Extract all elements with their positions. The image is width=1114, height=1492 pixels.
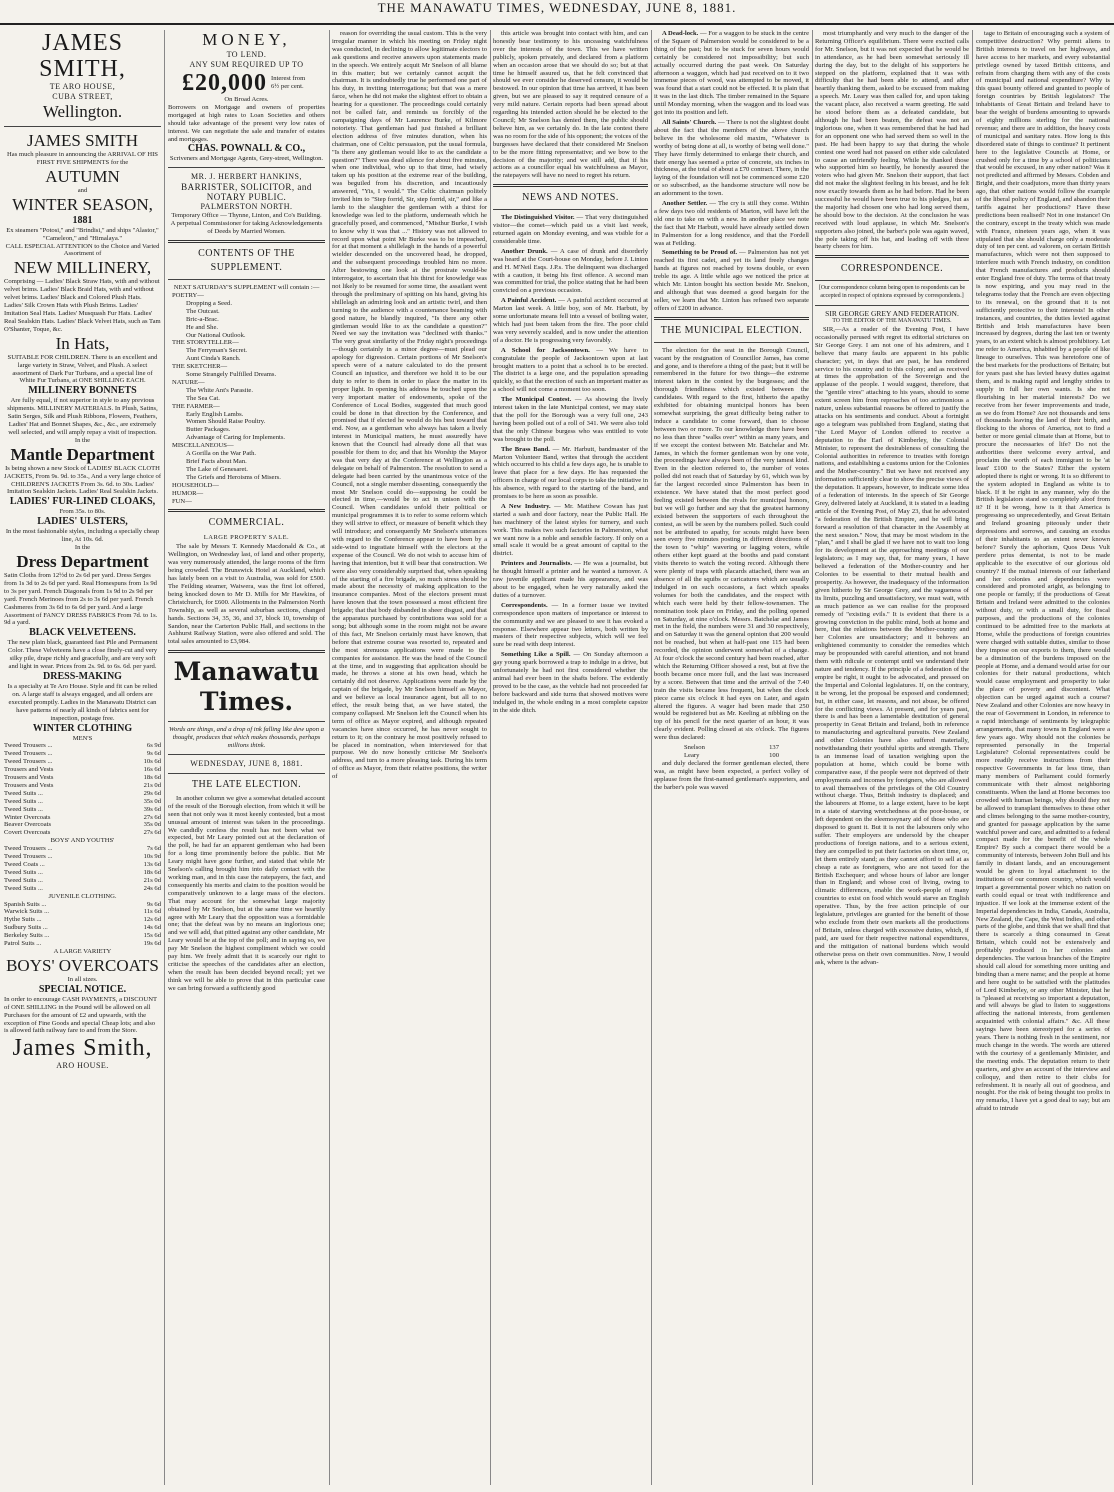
correspondence-heading: CORRESPONDENCE. xyxy=(840,263,944,275)
news-item: Another Drunk. — A case of drunk and disorderly was heard at the Court-house on Monday, before J. Linton and H. M'Neil Esqs. J.P.s. The delinquent was discharged with a caution, it being his first offence. A second man was committed for trial, the police stating that he had been convicted on a previous occasion. xyxy=(493,247,648,295)
contents-item: Advantage of Caring for Implements. xyxy=(186,434,286,442)
news-item-body: As showing the lively interest taken in the late Municipal contest, we may state that the poll for the Borough was a very full one, 243 having been polled out of a roll of 341. We were also told that the only Chinese burgess who was entitled to vote was brought to the poll. xyxy=(493,396,648,443)
column-divider xyxy=(490,30,491,1485)
price-item: Tweed Suits ... xyxy=(4,876,43,884)
news-item-body: That very distinguished visitor—the comet—which paid us a visit last week, returned again on Monday evening, and was visible for a considerable time. xyxy=(493,214,648,245)
column-divider xyxy=(651,30,652,1485)
money-ad xyxy=(168,30,325,163)
news-item: A Painful Accident. — A painful accident occurred at Marton last week. A little boy, son of Mr. Harbutt, by some unfortunate means fell into a vessel of boiling water, which had just been taken from the fire. The poor child was very severely scalded, and is now under the attention of a doctor. He is progressing very favorably. xyxy=(493,297,648,344)
contents-item: Brief Facts about Man. xyxy=(186,458,247,465)
ad-winter-clothing: WINTER CLOTHING xyxy=(32,722,133,734)
price-value: 15s 6d xyxy=(143,932,161,940)
ad-cloaks-text: From 35s. to 80s. xyxy=(59,508,106,516)
ad-dressmaking: DRESS-MAKING xyxy=(43,670,122,682)
price-item: Winter Overcoats xyxy=(4,813,51,821)
divider xyxy=(168,650,325,653)
commercial-text: The sale by Messrs T. Kennedy Macdonald & Co., at Wellington, on Wednesday last, of land and other property, was very numerously attended, the large rooms of the firm being crowded. The Brunswick Hotel at Auckland, which has lately been on a visit to Australia, was sold for £500. The Feilding steamer, Waiwera, was the first lot offered, being knocked down to Mr D. Mills for Mr Hawkins, of Christchurch, for £600. Allotments in the Palmerston North Township, as well as several suburban sections, changed hands. Sections 34, 35, 36, and 37, block 10, township of Sandon, near the Carterton Public Hall, and sections in the Ashhurst Railway Station, were also offered and sold. The total sales amounted to £3,984. xyxy=(168,543,325,646)
ad-city: Wellington. xyxy=(42,102,123,121)
divider xyxy=(168,773,325,774)
price-item: Trousers and Vests xyxy=(4,766,54,774)
news-item: Something Like a Spill. — On Sunday afternoon a gay young spark borrowed a trap to indulge in a drive, but unfortunately he had not first considered whether the animal had ever been in the shafts before. The evidently proved to be the case, as the vehicle had not proceeded far before backward and side turns that showed motives were indulged in, the whole ending in a most complete capsize in the side ditch. xyxy=(493,651,648,714)
ad-juvenile-sub: JUVENILE CLOTHING. xyxy=(48,892,117,900)
price-value: 27s 6d xyxy=(143,829,161,837)
price-value: 18s 6d xyxy=(143,868,161,876)
price-row xyxy=(4,908,161,916)
ad-winter: WINTER SEASON, xyxy=(12,194,153,214)
price-item: Covert Overcoats xyxy=(4,829,51,837)
clothing-price-list xyxy=(4,742,161,837)
news-item-heading: A School for Jacksontown. xyxy=(501,346,590,354)
ad-footer-name: James Smith, xyxy=(12,1035,153,1062)
price-row xyxy=(4,806,161,814)
price-row xyxy=(4,861,161,869)
james-smith-ad xyxy=(4,30,161,1071)
news-item-body: Mr. Matthew Cowan has just started a sash and door factory, near the Public Hall. He has machinery of the latest styles for turnery, and such work. This makes two such factories in Palmerston, what we want now is a noble and sensible factory. If only on a small scale it would be a great amount of capital to the district. xyxy=(493,502,648,558)
ad-velveteens-text: The new plain black, guaranteed fast Pile and Permanent Color. These Velveteens have a close finely-cut and very silky pile, drape richly and gracefully, and are very soft and light in wear. Prices from 2s. 9d. to 6s. 6d. per yard. xyxy=(7,639,158,671)
divider xyxy=(168,754,325,755)
news-item-heading: A Painful Accident. xyxy=(501,297,557,305)
price-row xyxy=(4,766,161,774)
contents-item: Some Strangely Fulfilled Dreams. xyxy=(186,371,277,379)
money-security: On Broad Acres. xyxy=(224,96,269,103)
price-item: Spanish Suits ... xyxy=(4,900,47,908)
news-items xyxy=(493,214,648,714)
price-value: 9s 6d xyxy=(146,900,161,908)
price-item: Tweed Trousers ... xyxy=(4,742,53,750)
letter-to: TO THE EDITOR OF THE MANAWATU TIMES. xyxy=(832,318,952,325)
divider xyxy=(168,721,325,722)
news-item: The Brass Band. — Mr. Harbutt, bandmaster of the Marton Volunteer Band, writes that through the accident which occurred to his child a few days ago, he is unable to leave that place for a few days. He has requested the officers in charge of our local corps to take the initiative in his absence, with regard to the starting of the band, and promises to be here as soon as possible. xyxy=(493,445,648,501)
commercial-heading: COMMERCIAL. xyxy=(208,517,285,529)
column-divider xyxy=(972,30,973,1485)
municipal-text: The election for the seat in the Borough Council, vacant by the resignation of Councillor James, has come and gone, and is therefore a thing of the past; but it will be remembered in the future for two things—the extreme interest taken in the contest by the burgesses; and the thorough friendliness which existed between the candidates. With regard to the first, hitherto the apathy exhibited for obtaining municipal honors has been somewhat surprising, the great difficulty being rather to induce a candidate to come forward, than to choose between two or more. To our knowledge there have been no less than three "walks over" within as many years, and if we except the contest between Mr. Batchelar and Mr. James, in which the former gentleman won by one vote, the proceedings have always been of the very tamest kind. Even in the election referred to, the number of votes polled did not reach that of Saturday by 61, which was by far the largest recorded since Palmerston has been in existence. We have stated that the most perfect good feeling existed between the rivals for municipal honors, but we will go further and say that the greatest harmony existed between the supporters of each throughout the contest, as will be seen by the numbers polled. Such could not be attributed to apathy, for scouts might have been seen every five minutes posting in different directions of the town to "whip" wavering or lagging voters, while others either kept guard at the booths and paid constant visits thereto to watch the voting record. Although there were plenty of traps with placards attached, there was an absence of all the squibs or caricatures which are usually indulged in on such occasions, a fact which speaks volumes for both the candidates, and the respect with which each were held by their fellow-townsmen. The nomination took place on Friday, and the polling opened on Saturday, at nine o'clock. Messrs. Batchelar and James met in the field, the numbers were 31 and 30 respectively, and on Saturday it was the general opinion that 200 would not be reached, but when at half-past one 115 had been recorded, the opinion underwent somewhat of a change. At four o'clock the second century had been reached, after which the Returning Officer showed a rest, but at five the booth became once more full, and the last was increased by a score. Between that time and the arrival of the 7.40 train the visits became less frequent, but when the clock piece came six o'clock it had eyes on Later, and again altered the figures. A wager had been made that 250 would be registered but as Mr. Keeling at nibbling on the top of his pencil for the next quarter of an hour, it was clearly evident. Polling closed at six o'clock. The figures were thus declared: xyxy=(654,346,809,742)
news-item-body: A painful accident occurred at Marton last week. A little boy, son of Mr. Harbutt, by some unfortunate means fell into a vessel of boiling water, which had just been taken from the fire. The poor child was very severely scalded, and is now under the attention of a doctor. He is progressing very favorably. xyxy=(493,297,648,344)
lawyer-office: Temporary Office — Thynne, Linton, and Co's Building. xyxy=(171,212,322,220)
boys-price-list xyxy=(4,845,161,892)
money-firm-sub: Scriveners and Mortgage Agents, Grey-street, Wellington. xyxy=(169,155,324,163)
paper-title: Manawatu Times. xyxy=(173,657,320,717)
paper-date: WEDNESDAY, JUNE 8, 1881. xyxy=(190,758,303,768)
price-row xyxy=(4,901,161,909)
editorial-end: this article was brought into contact with him, and can honestly bear testimony to his unceasing watchfulness over the interests of the town. This we have written publicly, spoken privately, and declared from a platform when an occasion arose that we should do so; but at that time he himself assured us, that he felt convinced that should we ever consider he deserved censure, it would be bestowed. In our opinion that time has arrived, it has been given, but we are pleased to say it required censure of a very mild nature. Certain reports had been spread about regarding his intended action should he be elected to the Council; Mr Snelson has denied them, the public should believe him, as we certainly do. In the late contest there was no room for the side of his opponent; the voices of the burgesses have declared that their considered Mr Snelson to be the more fitting representative; and we bow to the decision of the majority; and we still add, that if his actions as a councillor equal his watchfulness as Mayor, the ratepayers will have no need to regret his return. xyxy=(493,30,648,180)
column-7 xyxy=(976,30,1110,1485)
news-item-body: Mr. Harbutt, bandmaster of the Marton Volunteer Band, writes that through the accident which occurred to his child a few days ago, he is unable to leave that place for a few days. He has requested the officers in charge of our local corps to take the initiative in his absence, with regard to the starting of the band, and promises to be here as soon as possible. xyxy=(493,445,648,501)
ad-boys-sub: BOYS' AND YOUTHS' xyxy=(50,837,115,845)
contents-item: FUN— xyxy=(172,497,192,505)
price-row xyxy=(4,940,161,948)
news-items-continued xyxy=(654,30,809,313)
ad-in-hats: In Hats, xyxy=(55,333,110,353)
ad-variety: A LARGE VARIETY xyxy=(53,947,112,955)
price-value: 16s 6d xyxy=(143,766,161,774)
ad-ulsters-text: In the most fashionable styles, including a specially cheap line, At 10s. 6d. xyxy=(5,528,160,544)
divider xyxy=(168,240,325,243)
ad-mantle-text: Is being shown a new Stock of LADIES' BLACK CLOTH JACKETS, From 9s. 9d. to 35s., And a very large choice of CHILDREN'S JACKETS From 3s. 6d. to 30s. Ladies' Imitation Sealskin Jackets. Ladies' Real Sealskin Jackets. xyxy=(4,464,161,496)
price-value: 14s 6d xyxy=(143,924,161,932)
ad-dress-text: Satin Cloths from 12½d to 2s 6d per yard. Dress Serges from 1s 3d to 2s 6d per yard. Real Homespuns from 1s 9d to 3s per yard. French Diagonals from 1s 9d to 2s 9d per yard. French Merinoes from 2s to 3s 6d per yard. French Cashmeres from 3s 6d to 6s 6d per yard. And a large Assortment of FANCY DRESS FABRICS From 7d. to 1s. 9d a yard. xyxy=(4,572,158,627)
lawyer-commissioner: A perpetual Commissioner for taking Acknowledgements of Deeds by Married Women. xyxy=(170,220,323,236)
column-5 xyxy=(654,30,809,1485)
contents-item: Early English Lambs. xyxy=(186,410,244,418)
money-to-lend: TO LEND. xyxy=(226,50,267,59)
news-item: Printers and Journalists. — He was a journalist, but he thought himself a printer and he wanted a turnover. A raw juvenile applicant made his appearance, and was about to be engaged, when he very naturally asked the duties of a turnover. xyxy=(493,560,648,599)
price-value: 7s 6d xyxy=(146,845,161,853)
contents-item: The White Ant's Parasite. xyxy=(186,386,253,394)
editorial-continuation: reason for overriding the usual custom. This is the very irregular manner in which his meeting on Friday night was conducted, in declining to allow legitimate electors to ask questions and receive answers upon statements made in the speech. We entirely acquit Mr Snelson of all blame in this matter; but we certainly cannot acquit the chairman. It is undoubtedly true he performed one part of his duty, in inviting interrogations; but that was a mere farce, when he did not make the slightest effort to obtain a hearing for a questioner. The proceedings could certainly not be called fair, and reminds us forcibly of the campaigning days of Mr Laurence Burke, of Kilmore notoriety. That gentleman had just finished a brilliant election address of five minutes duration, when his chairman, one of Celtic persuasion, put the usual formula, "Is there any gintleman would like to ax the candidate a question?" There was dead silence for about five minutes, when one individual, who up to that time, had wisely taken up his position at the extreme rear of the building, was beguiled from his discretion, and incautiously answered, "Yis, I would." The Celtic chairman politely invited him to "Step forrid, Sir, step forrid, sir," and like a lamb to the slaughter the gentleman with a thirst for knowledge was led to the platform, underneath which he gracefully posed, and commenced, "Misthur Burke, I wish to know why it was that ..." History was not allowed to record upon what point Mr Burke was to be impeached, for at that moment a shillelagh in the hands of a powerful wielder descended on the uncovered head, he dropped, and the subsequent proceedings troubled him no more. After bestowing one look at the prostrate would-be interrogator, to ascertain that his thirst for knowledge was not likely to be resumed for some time, the assailant went through the preliminary of spitting on his hand, giving his shillelagh an admiring look and an artistic twirl, and then turning to the audience with a countenance beaming with good nature, he blandly inquired, "Is there any other gintleman would like to ax the candidate a question?" Need we say the invitation was "declined with thanks." The very great similarity of the Friday night's proceedings—though certainly in a minor degree—must plead our apology for digression. Certain portions of Mr Snelson's speech were of a nature calculated to do the present Council an injustice, and therefore we hold it to be our duty to refer to them in order to place the matter in its proper light. In opening his address he touched upon the very important matter of endowments, spoke of the Conference of Local Bodies, suggested that much good could be done in that direction by the Conference, and promised that if elected he would do his best toward that end. Now, as a gentleman who always has taken a lively interest in Municipal matters, he must assuredly have known that the Council had already done all that was possible for them to do; and that his Worship the Mayor was that very day at the Conference at Wellington as a delegate on behalf of Palmerston. The resolution to send a delegate had been carried by the unanimous voice of the Council, not a single member dissenting, consequently the most Mr Snelson could do—supposing he could be elected in time,—would be to act in unison with the Council. When candidates unfold their political or municipal programmes it is to refer to some reform which they will strive to effect, or measure of benefit which they will introduce; and consequently Mr Snelson's utterances with regard to the Conference appear to have been by a side-wind to ingratiate himself with the electors at the expense of the Council. We do not wish to accuse him of having that intention, but it will bear that construction. We were also very considerably surprised that, when speaking of the starting of a fire brigade, so much stress should be made about the necessity of making application to the insurance companies. Most of the electors present must have known that the town possessed a most efficient fire brigade; that that body disbanded in sheer disgust, and that the apparatus purchased by contributions was sold for a song; but although some in the room might not be aware of this fact, Mr Snelson certainly must have known, that before that extreme course was resorted to, repeated and the most strenuous applications were made to the companies for assistance. He was the head of the Council at the time, and in suggesting that application should be made, he throws a stone at his own head, which he certainly did not deserve. Applications were made by the captain of the brigade, by Mr Snelson himself as Mayor, and we believe as local insurance agent, but all to no effect, the result being that, as we have stated, the company collapsed. Mr Snelson left the Council when his term of office as Mayor expired, and although repeated vacancies have since occurred, he has never sought to return to it; on the contrary he most positively refused to be placed in nomination, when interviewed for that purpose. We do now honestly criticise Mr Snelson's address, and turn to a more pleasing task. During his term of office as Mayor, from their relative positions, the writer of xyxy=(332,30,487,781)
price-item: Tweed Suits ... xyxy=(4,797,43,805)
ad-attention: CALL ESPECIAL ATTENTION to the Choice and Varied Assortment of xyxy=(5,242,160,258)
price-row xyxy=(4,782,161,790)
news-item-body: In a former issue we invited correspondence upon matters of importance or interest to the community and we are pleased to see it has evoked a response. Elsewhere appear two letters, both written by masters of their respective subjects, which will we feel sure be read with deep interest. xyxy=(493,601,648,649)
price-value: 24s 6d xyxy=(143,884,161,892)
contents-item: He and She. xyxy=(186,323,219,331)
news-item: The Municipal Contest. — As showing the lively interest taken in the late Municipal contest, we may state that the poll for the Borough was a very full one, 243 having been polled out of a roll of 341. We were also told that the only Chinese burgess who was entitled to vote was brought to the poll. xyxy=(493,396,648,443)
price-item: Tweed Coats ... xyxy=(4,861,45,868)
ad-boys-overcoats: BOYS' OVERCOATS xyxy=(6,955,159,975)
price-value: 6s 9d xyxy=(146,742,161,750)
price-row xyxy=(4,885,161,893)
poll-result-row xyxy=(654,744,809,752)
price-value: 21s 0d xyxy=(143,781,161,789)
ad-street: CUBA STREET, xyxy=(52,92,113,101)
price-value: 10s 6d xyxy=(143,758,161,766)
ad-overcoats-sub: In all sizes. xyxy=(67,975,98,983)
contents-heading: CONTENTS OF THE SUPPLEMENT. xyxy=(198,248,295,274)
news-item-heading: Correspondents. xyxy=(501,601,548,609)
news-item-body: For a waggon to be stuck in the centre of the Square of Palmerston would be considered to be a thing of the past; but to be stuck for seven hours would certainly be considered not impossibility; but such actually occurred during the past week. On Saturday afternoon a waggon, which had just received on to it two immense pieces of wood, was attempted to be moved, it was found that a start could not be effected. It is plain that it was in the last ditch. The timber remained in the Square until Monday morning, when the waggon and its load was got into its position and left. xyxy=(654,30,809,117)
ad-year: 1881 xyxy=(72,214,93,226)
contents-item: Aunt Cinda's Ranch. xyxy=(186,355,241,363)
price-row xyxy=(4,829,161,837)
price-value: 9s 6d xyxy=(146,750,161,758)
money-interest: Interest from 6½ per cent. xyxy=(271,75,306,90)
price-row xyxy=(4,758,161,766)
juvenile-price-list xyxy=(4,901,161,948)
price-item: Tweed Trousers ... xyxy=(4,853,53,861)
price-item: Beaver Overcoats xyxy=(4,821,52,829)
news-item: A School for Jacksontown. — We have to congratulate the people of Jacksontown upon at last brought matters to a point that a school is to be erected. The district is a large one, and the population spreading quickly, so that the erection of such an important matter as a school will not come a moment too soon. xyxy=(493,346,648,394)
lawyer-town: PALMERSTON NORTH. xyxy=(200,202,293,212)
ad-name-2: JAMES SMITH xyxy=(27,131,138,150)
ad-footer-house: ARO HOUSE. xyxy=(56,1061,109,1071)
money-any-sum: ANY SUM REQUIRED UP TO xyxy=(189,60,304,69)
news-item-body: Palmerston has not yet reached its first cadet, and yet its land freely changes hands at figures not reached by towns double, or even treble its age. A little while ago we noticed the price at which Mr. Linton bought his section beside Mr. Snelson, and although that was deemed a good bargain for the seller, we learn that Mr. Linton has refused two separate offers of £200 in advance. xyxy=(654,249,809,312)
divider xyxy=(4,126,161,127)
contents-item: Dropping a Seed. xyxy=(186,299,232,307)
money-amount: £20,000 xyxy=(182,70,267,96)
ad-special-notice: SPECIAL NOTICE. xyxy=(38,983,127,995)
column-divider xyxy=(329,30,330,1485)
news-item-heading: Another Settler. xyxy=(662,200,708,208)
contents-item: Our National Outlook. xyxy=(186,331,246,339)
price-item: Tweed Trousers ... xyxy=(4,750,53,758)
contents-item: THE STORYTELLER— xyxy=(172,339,239,347)
price-item: Tweed Suits ... xyxy=(4,884,43,892)
price-item: Patrol Suits ... xyxy=(4,940,42,948)
contents-intro: NEXT SATURDAY'S SUPPLEMENT will contain :— xyxy=(173,284,320,292)
price-item: Hythe Suits ... xyxy=(4,916,42,924)
news-item: Another Settler. — The cry is still they come. Within a few days two old residents of Marton, will have left the old one to take on with a new. In another place we note the fact that Mr Harbutt, would have already settled down in Palmerston for a long residence, and that the Fordell was at Feilding. xyxy=(654,200,809,247)
price-value: 35s 0d xyxy=(143,797,161,805)
news-item-heading: Another Drunk. xyxy=(501,247,548,255)
money-heading: MONEY, xyxy=(202,30,291,49)
contents-item: The Sea Cat. xyxy=(186,394,220,402)
price-value: 18s 6d xyxy=(143,774,161,782)
news-item-heading: The Brass Band. xyxy=(501,445,550,453)
correspondence-note: [Our correspondence column being open to respondents can be accepted in respect of opinions expressed by correspondents.] xyxy=(818,285,966,300)
column-4 xyxy=(493,30,648,1485)
price-row xyxy=(4,774,161,782)
contents-item: The Griefs and Heroisms of Misers. xyxy=(186,473,281,481)
ad-clothing-sub: MEN'S xyxy=(72,734,93,742)
price-row xyxy=(4,742,161,750)
news-item: Correspondents. — In a former issue we invited correspondence upon matters of importance or interest to the community and we are pleased to see it has evoked a response. Elsewhere appear two letters, both written by masters of their respective subjects, which will we feel sure be read with deep interest. xyxy=(493,601,648,649)
news-item-body: He was a journalist, but he thought himself a printer and he wanted a turnover. A raw juvenile applicant made his appearance, and was about to be engaged, when he very naturally asked the duties of a turnover. xyxy=(493,560,648,599)
municipal-heading: THE MUNICIPAL ELECTION. xyxy=(660,324,803,336)
ad-cloaks: LADIES' FUR-LINED CLOAKS, xyxy=(9,496,156,508)
price-value: 10s 9d xyxy=(143,853,161,861)
contents-item: The Outcast. xyxy=(186,307,220,315)
column-2 xyxy=(168,30,325,1485)
ad-dress-department: Dress Department xyxy=(16,552,149,571)
contents-item: MISCELLANEOUS— xyxy=(172,442,234,450)
money-text: Borrowers on Mortgage and owners of properties mortgaged at high rates to Loan Societies and others should take advantage of the present very low rates of interest. We can negotiate the sale and transfer of estates and mortgages. xyxy=(168,103,325,143)
election-heading: THE LATE ELECTION. xyxy=(191,778,302,790)
election-text: In another column we give a somewhat detailed account of the result of the Borough election, from which it will be seen that not only was it most keenly contested, but a most unusual amount of interest was taken in the proceedings. We candidly confess the result has not been what we expected, but Mr Leary pointed out at the declaration of the poll, he had far an apparent gentleman who had been for a long time prominently before the public. But Mr Leary might have gone further, and stated that while Mr Snelson's calling brought him into daily contact with the working man, and in this case the ratepayers, the fact, and consequently his merits and claim to the position would be comparatively unknown to a large mass of the electors. That may account for the somewhat large majority obtained by Mr Snelson, but at the same time we heartily agree with Mr Leary that the opposition was a formidable one; that the defeat was by no means an inglorious one; and we will add, that pitted against any other candidate, Mr Leary would be at the top of the poll; and in saying so, we pay Mr Snelson the highest compliment which we could pay him. We freely admit that it is scarcely our right to criticise the speeches of the candidates after an election, when the result has been decided beyond recall; yet we think we will be able to prove that in this particular case we can bring forward a sufficiently good xyxy=(168,794,325,992)
ad-bonnets: MILLINERY BONNETS xyxy=(28,385,137,397)
money-firm: CHAS. POWNALL & CO., xyxy=(187,143,306,155)
divider xyxy=(815,255,969,258)
divider xyxy=(168,279,325,280)
lawyer-ad xyxy=(168,172,325,236)
ad-bonnets-text: Are fully equal, if not superior in style to any previous shipments. MILLINERY MATERIALS. In Plush, Satins, Satin Serges, Silk and Plush Ribbons, Flowers, Feathers, Ladies' Hat and Bonnet Shapes, &c., &c., are extremely well selected, and will amply repay a visit of inspection. xyxy=(7,397,158,436)
contents-item: Bric-a-Brac. xyxy=(186,315,219,323)
poll-result-row xyxy=(654,752,809,760)
ad-mantle-department: Mantle Department xyxy=(10,444,155,464)
lawyer-title: BARRISTER, SOLICITOR, and NOTARY PUBLIC. xyxy=(181,182,312,203)
column-divider xyxy=(812,30,813,1485)
price-item: Trousers and Vests xyxy=(4,774,54,782)
price-row xyxy=(4,869,161,877)
price-value: 29s 6d xyxy=(143,789,161,797)
price-row xyxy=(4,853,161,861)
poll-votes: 100 xyxy=(769,751,779,759)
ad-steamers: Ex steamers "Potosi," and "Brindisi," and ships "Alastor," "Cameleon," and "Himalaya." xyxy=(6,226,159,242)
price-item: Tweed Suits ... xyxy=(4,789,43,797)
ad-announcement: Has much pleasure in announcing the ARRIVAL OF HIS FIRST FIVE SHIPMENTS for the xyxy=(7,151,158,166)
price-row xyxy=(4,877,161,885)
news-item: A New Industry. — Mr. Matthew Cowan has just started a sash and door factory, near the Public Hall. He has machinery of the latest styles for turnery, and such work. This makes two such factories in Palmerston, what we want now is a noble and sensible factory. If only on a small scale it would be a great amount of capital to the district. xyxy=(493,502,648,558)
poll-votes: 137 xyxy=(769,744,779,752)
news-item: All Saints' Church. — There is not the slightest doubt about the fact that the members of the above church believe in the wholesome old maxim, "Whatever is worthy of being done at all, is worthy of being well done." They have firmly determined to enlarge their church, and their energy has seemed a prize of concrete, six inches in thickness, at the total of about a £70 contract. There, in the laying of the foundation will not be commenced some £20 or so subscribed, as the handsome structure will now be an adornment to the town. xyxy=(654,118,809,198)
price-value: 21s 0d xyxy=(143,876,161,884)
price-row xyxy=(4,916,161,924)
masthead-rule xyxy=(0,23,1114,25)
divider xyxy=(654,342,809,343)
price-item: Sudbury Suits ... xyxy=(4,924,48,932)
price-value: 27s 6d xyxy=(143,813,161,821)
lawyer-name: MR. J. HERBERT HANKINS, xyxy=(191,172,302,182)
news-item-heading: Something Like a Spill. xyxy=(501,651,571,659)
divider xyxy=(168,509,325,512)
price-value: 13s 6d xyxy=(143,861,161,868)
ad-special-text: In order to encourage CASH PAYMENTS, a DISCOUNT of ONE SHILLING in the Pound will be allowed on all Purchases for the amount of £2 and upwards, with the exception of Fine Goods and special Cheap lots; and also is allowed faith railway fare to and from the Store. xyxy=(4,995,157,1035)
news-item: A Dead-lock. — For a waggon to be stuck in the centre of the Square of Palmerston would be considered to be a thing of the past; but to be stuck for seven hours would certainly be considered not impossibility; but such actually occurred during the past week. On Saturday afternoon a waggon, which had just received on to it two immense pieces of wood, was attempted to be moved, it was found that a start could not be effected. It is plain that it was in the last ditch. The timber remained in the Square until Monday morning, when the waggon and its load was got into its position and left. xyxy=(654,30,809,117)
column-6 xyxy=(815,30,969,1485)
news-item-heading: All Saints' Church. xyxy=(662,118,717,126)
municipal-text-2: and duly declared the former gentleman elected, there was, as might have been expected, a perfect volley of applause from the first-named gentleman's supporters, and the barber's pole was waved xyxy=(654,759,809,791)
news-item-body: On Sunday afternoon a gay young spark borrowed a trap to indulge in a drive, but unfortunately he had not first considered whether the animal had ever been in the shafts before. The evidently proved to be the case, as the vehicle had not proceeded far before backward and side turns that showed motives were indulged in, the whole ending in a most complete capsize in the side ditch. xyxy=(493,651,648,714)
news-item-body: The cry is still they come. Within a few days two old residents of Marton, will have left the old one to take on with a new. In another place we note the fact that Mr Harbutt, would have already settled down in Palmerston for a long residence, and that the Fordell was at Feilding. xyxy=(654,200,809,247)
news-heading: NEWS AND NOTES. xyxy=(522,192,619,204)
price-row xyxy=(4,798,161,806)
divider xyxy=(654,317,809,320)
ad-hats-text: SUITABLE FOR CHILDREN. There is an excellent and large variety in Straw, Velvet, and Plush. A select assortment of Dark Fur Turbans, and a special line of White Fur Turbans, at ONE SHILLING EACH. xyxy=(7,353,158,385)
news-item-body: A case of drunk and disorderly was heard at the Court-house on Monday, before J. Linton and H. M'Neil Esqs. J.P.s. The delinquent was discharged with a caution, it being his first offence. A second man was committed for trial, the police stating that he had been convicted on a previous occasion. xyxy=(493,247,648,295)
contents-item: HUMOR— xyxy=(172,489,204,497)
news-item-body: There is not the slightest doubt about the fact that the members of the above church believe in the wholesome old maxim, "Whatever is worthy of being done at all, is worthy of being well done." They have firmly determined to enlarge their church, and their energy has seemed a prize of concrete, six inches in thickness, at the total of about a £70 contract. There, in the laying of the foundation will not be commenced some £20 or so subscribed, as the handsome structure will now be an adornment to the town. xyxy=(654,118,809,198)
price-row xyxy=(4,924,161,932)
letter-title: SIR GEORGE GREY AND FEDERATION. xyxy=(825,309,959,319)
price-value: 12s 6d xyxy=(143,916,161,924)
letter-text: SIR,—As a reader of the Evening Post, I have occasionally perused with regret its editorial strictures on Sir George Grey. I am not one of his admirers, and I believe that many faults are apparent in his public character; yet, in days that are past, he has rendered service to his country and to this colony; and as received at times the approbation of the Sovereign and the applause of the people. I would suggest, therefore, that the "gentile vires" attaching to his years, should to some extent screen him from reproaches of too acrimonious a nature, unless substantial reasons be offered to justify the attacks on his sentiments and conduct. About a fortnight ago a telegram was published from England, stating that "the Lord Mayor of London offered to receive a deputation to the Earl of Kimberley, the Colonial Minister, to represent the desirableness of consulting the Colonial authorities in reference to treaties with foreign nations, and establishing a customs union for the Colonies and the Mother-country." But we have not received any information sufficiently clear to show the precise views of the deputation. It appears, however, to indicate some idea of a federation of interests. In the speech of Sir George Grey, delivered lately at Auckland, it is stated in a leading article of the Evening Post, of May 23, that he advocated "a federation of the British Empire, and he will bring forward a resolution of that character in the Assembly at the next session." Now, that may be most wisdom in the "plan," and I shall be glad if we have not to wait too long for its development at the approaching meetings of our legislators; as I may say, that, for many years, I have believed a federation of the Mother-country and her Colonies to be essential to their mutual health and prosperity. As however, the inadequacy of the information given hitherto by Sir George Grey, and the vagueness of its limits, puzzling and unsatisfactory, we must wait, with as much patience as we can realise for the proposed remedy of "existing evils." It is evident that there is a growing conviction in the public mind, both at home and here, that the relations between the Mother-country and her Colonies are unsatisfactory; and it behoves an enlightened community to consider the remedies which may be propounded with careful attention, and not brand them with ridicule or contempt until we understand their nature and tendency. If the principle of a federation of the empire be right, it ought to be advocated, and pressed on the Imperial and Colonial legislatures. If, on the contrary, it be wrong, let the proposal be exposed and condemned; but, in either case, let reasons, and not abuse, be offered for the conflicting views. At present, and for years past, there is and has been a lamentable destitution of general prosperity in Great Britain and Ireland, both in reference to manufacturing and agricultural pursuits. New Zealand and other Colonies have also suffered materially, notwithstanding their youthful spirits and strength. There is an immense load of taxation weighing upon the population at home, which could be borne with comparative ease, if the people were not deprived of their employments and incomes by foreigners, who are allowed to avail themselves of the privileges of the Old Country without charge. Thus, British industry is displaced; and the labourers at Home, to a large extent, have to be kept in a state of starving wretchedness at the poor-house, or left dependent on the eleemosynary aid of those who are disposed to grant it. But it is not the labourers only who suffer. Their employers are undersold by the cheaper productions of foreign nations, and to a serious extent, they are compelled to put their factories on short time, or, let them entirely stand; as they cannot afford to sell at as cheap a rate as foreigners, who are not taxed for the British Exchequer; and whose hours of labor are longer than in England; and whose cost of living, owing to climatic differences, enable the work-people of many countries to exist on food which would starve an English operative. Thus, by the free action principle of our legislature, privileges are granted for the benefit of those who exclude from their own markets all the productions of Britain, unless charged with excessive duties, which, if paid, are used for their respective national expenditures, and the mitigation of national burdens which would otherwise press on their own communities. Now, I would ask, where is the advan- xyxy=(815,326,969,966)
ad-millinery: NEW MILLINERY, xyxy=(13,258,152,278)
contents-item: Women Should Raise Poultry. xyxy=(186,418,266,426)
price-row xyxy=(4,932,161,940)
price-row xyxy=(4,845,161,853)
news-item-body: We have to congratulate the people of Jacksontown upon at last brought matters to a point that a school is to be erected. The district is a large one, and the population spreading quickly, so that the erection of such an important matter as a school will not come a moment too soon. xyxy=(493,346,648,394)
column-3 xyxy=(332,30,487,1485)
masthead-title: THE MANAWATU TIMES, WEDNESDAY, JUNE 8, 1881. xyxy=(377,0,737,15)
ad-and: and xyxy=(77,186,88,194)
column-divider xyxy=(164,30,165,1485)
divider xyxy=(815,280,969,281)
divider xyxy=(493,209,648,210)
price-item: Tweed Trousers ... xyxy=(4,758,53,766)
price-item: Berkeley Suits ... xyxy=(4,932,50,940)
poll-candidate: Snelson xyxy=(684,744,705,752)
contents-item: NATURE— xyxy=(172,378,205,386)
ad-house: TE ARO HOUSE, xyxy=(49,82,116,91)
contents-item: The Lake of Genesaret. xyxy=(186,465,248,473)
contents-list xyxy=(168,292,325,505)
news-item-heading: A Dead-lock. xyxy=(662,30,699,37)
news-item-heading: A New Industry. xyxy=(501,502,551,510)
ad-ulsters: LADIES' ULSTERS, xyxy=(37,516,128,528)
news-item: Something to be Proud of. — Palmerston has not yet reached its first cadet, and yet its land freely changes hands at figures not reached by towns double, or even treble its age. A little while ago we noticed the price at which Mr. Linton bought his section beside Mr. Snelson, and although that was deemed a good bargain for the seller, we learn that Mr. Linton has refused two separate offers of £200 in advance. xyxy=(654,249,809,312)
commercial-subheading: LARGE PROPERTY SALE. xyxy=(203,534,290,542)
contents-item: Butter Packages. xyxy=(186,426,231,434)
contents-item: THE FARMER— xyxy=(172,402,220,410)
contents-item: POETRY— xyxy=(172,291,204,299)
price-row xyxy=(4,750,161,758)
letter-continuation: tage to Britain of encouraging such a system of competitive destruction? Why permit aliens to British interests to travel on her highways, and have access to her markets, and every substantial privilege owned by taxed British citizens, and refrain from charging them with any of the costs of municipal and national expenditure? Why is this quasi bounty offered and granted to people of foreign countries by British legislators? The inhabitants of Great Britain and Ireland have to bear the weight of burdens amounting to upwards of eighty millions sterling for the national revenue; and there are in addition, the heavy costs of municipal and sanitary rates. How long is this disordered state of things to continue? It pertinent here to the legislative Councils at Home, or crushed only for a time by a school of politicians that would be excused, in any other nation? Was it not predicted and affirmed by Messrs. Cobden and Bright, and their coadjutors, more than thirty years ago, that other nations would follow the example of the liberal policy of England, and abandon their tariffs against her productions? Have these predictions been realised? Not in one instance! On the contrary, except in the treaty which was made with France, nineteen years ago, when it was stipulated that she should charge only a moderate duty of ten per cent. ad valorem, on certain British manufactures, which were not then supposed to interfere much with French industry, on condition that French manufactures and products should enter England free of duty. The terms of that treaty is now expiring, and you may read in the telegrams today that the French are even objecting to its renewal, on the ground that it is not sufficiently protective to their interests! In other instances, and countries, the duties levied against British and Irish manufactures have been increased by degrees, during the last ten or twenty years, to an extent which is almost prohibitory. Let me refer to America, inhabited by a people of like lineage to ourselves. This was heretofore one of the best markets for the productions of Britain; but for years past she has levied heavy duties against them, and is making rapid and lengthy strides to supply in full her own wants. Is she not flourishing in her material interests? Do we receive from her fewer improvements and trade, as we do from Home? Are not thousands and tens of thousands leaving the land of their birth, and flocking to the shores of America, not to find a better or more genial climate than at Home, but to procure the necessaries of life? Do not the authorities there welcome every arrival, and proclaim the worth of each immigrant to be 'at least' £100 to the States? Either the system adopted there is right or wrong. It is so different to the system adopted in England as white is to black. If it be right in any manner, why do the British legislators stand so completely aloof from it? If it be wrong, how is it that America is progressing so unprecedentedly, and Great Britain and Ireland groaning piteously under their depressions and sorrows, and causing an exodus of their inhabitants to an extent never known before? Surely the aphorism, Quos Deus Vult perdere prius dementat, is not to be made applicable to the executive of our glorious old country? If the mutual interests of our fatherland and her colonies and dependencies were considered and promoted aright, as belonging to one people or family; if the productions of Great Britain and Ireland were admitted to the colonies without duty, or with a small duty, for fiscal purposes, and the productions of the colonies continued to be admitted free to the markets at Home, while the productions of foreign countries were charged with suitable duties, similar to those they impose on our exports to them, there would be a diminution of the burdens imposed on the people at Home, and a demand would arise for our colonies for their natural productions, which would cause employment and prosperity to take the place of poverty and discontent. What objection can be urged against such a course? New Zealand and other Colonies are now heavy in the rear of Government in London, in reference to a rapid interchange of sentiments by telegraphic arrangements, that many towns in England were a few years ago. Why should not the colonies be represented personally in the Imperial Legislature? Colonial representatives could be more readily receive instructions from their respective Governments in far less time, than many members of Parliament could formerly communicate with their almost neighboring constituents. When the land at Home becomes too crowded with human beings, why should they not be allowed to transplant themselves to these other and climes belonging to the same mother-country, and granted for passage application by the same watchful power and care, and admitted to a federal compact made for the benefit of the whole Empire? By such a compact there would be a community of interests, between John Bull and his family in distant lands, and an encouragement would be given to loyal attachment to the institutions of our common country, which would impart a governmental power which no nation on earth could equal or treat with indifference and injustice. If we look at the immense extent of the Imperial dependencies in India, Canada, Australia, New Zealand, the Cape, the West Indies, and other parts of the globe, and think that we shall find that there is scarcely a thing consumed in Great Britain, which could not be extensively and profitably produced in her colonies and dependencies. The various branches of the Empire should call aloud for something more uniting and binding than a mere name; and the people at home and here ought to be satisfied with the platitudes of Lord Kimberley, or any other Minister, that he is "pleased at receiving so important a deputation, and will always be glad to listen to suggestions affecting the national interests, from gentlemen acquainted with colonial affairs." &c. All these sayings have been stereotyped for a series of years. There is nothing fresh in the sentiment, nor much change in the words. The words are uttered with the courtesy of a gentlemanly Minister, and the meeting ends. The deputation return to their quarters, and give an account of the interview and colloquy, and then retire to their clubs for refreshment. It is nearly all out of goodness, and nought. For the risk of being thought too prolix in my remarks, I have yet a good deal to say; but am afraid to intrude xyxy=(976,30,1110,1113)
poll-candidate: Leary xyxy=(684,751,700,759)
election-continuation: most triumphantly and very much to the danger of the Returning Officer's equilibrium. There were excited calls for Mr. Snelson, but it was not expected that he would be in attendance, as he had been somewhat seriously ill during the day, but to the delight of his supporters he stepped on the platform, explained that it was with difficulty that he had been able to attend, and after heartily thanking them, asked to be excused from making a speech. Mr. Leary was then called for, and upon taking the vacant place, also received a warm greeting. He said he stood before them as a defeated candidate, but although he had been beaten, the defeat was not an inglorious one, when it was remembered that he had had for an opponent one who had served them so well in the past. He had been happy to say that during the whole contest one word had not passed on either side calculated to cause an unfriendly feeling. While he thanked those who supported him so heartily, he honestly assured the voters who had given Mr. Snelson their support, that fact did not make the slightest feeling in his breast, and he felt now exactly towards them as he had before. Had he been successful he would have been true to his pledges, but as the majority had chosen one who had long served them, he should bow to the decision. At the conclusion he was received with loud applause, in which Mr. Snelson's supporters also joined, the barber's pole was again waved, the pole taking off his hat, and leading off with three hearty cheers for him. xyxy=(815,30,969,251)
paper-motto: Words are things, and a drop of ink falling like dew upon a thought, produces that which makes thousands, perhaps millions think. xyxy=(169,726,324,750)
contents-item: THE SKETCHER— xyxy=(172,363,228,371)
price-item: Tweed Suits ... xyxy=(4,868,43,876)
news-item-heading: Printers and Journalists. xyxy=(501,560,573,568)
ad-autumn: AUTUMN xyxy=(45,166,120,186)
news-item-heading: The Municipal Contest. xyxy=(501,396,572,404)
price-row xyxy=(4,821,161,829)
price-item: Tweed Suits ... xyxy=(4,805,43,813)
ad-millinery-items: Comprising — Ladies' Black Straw Hats, with and without velvet brims. Ladies' Black Braid Hats, with and without velvet brims. Ladies' Black and Colored Plush Hats. Ladies' Silk Crown Hats with Plush Brims. Ladies' Imitation Seal Hats. Ladies' Musquash Fur Hats. Ladies' Real Sealskin Hats. Ladies' Black Velvet Hats, such as Tam O'Shanter, Toque, &c. xyxy=(4,278,161,333)
price-row xyxy=(4,814,161,822)
contents-item: A Gorilla on the War Path. xyxy=(186,450,257,458)
price-item: Warwick Suits ... xyxy=(4,908,50,916)
divider xyxy=(168,167,325,168)
price-value: 19s 6d xyxy=(143,940,161,948)
contents-item: The Ferryman's Secret. xyxy=(186,347,248,355)
price-value: 11s 6d xyxy=(143,908,161,916)
ad-dressmaking-text: Is a specialty at Te Aro House. Style and fit can be relied on. A large staff is always engaged, and all orders are executed promptly. Ladies in the Manawatu District can have patterns of nearly all kinds of fabrics sent for inspection, postage free. xyxy=(7,682,158,722)
news-item-heading: The Distinguished Visitor. xyxy=(501,214,575,222)
divider xyxy=(493,184,648,187)
masthead xyxy=(0,0,1114,20)
price-item: Trousers and Vests xyxy=(4,781,54,789)
price-row xyxy=(4,790,161,798)
column-1-advertisement xyxy=(4,30,161,1485)
contents-item: HOUSEHOLD— xyxy=(172,481,219,489)
ad-name: JAMES SMITH, xyxy=(39,30,126,82)
divider xyxy=(815,305,969,306)
ad-in-the-2: In the xyxy=(74,544,91,552)
ad-in-the: In the xyxy=(74,436,91,444)
news-item: The Distinguished Visitor. — That very distinguished visitor—the comet—which paid us a visit last week, returned again on Monday evening, and was visible for a considerable time. xyxy=(493,214,648,245)
ad-velveteens: BLACK VELVETEENS. xyxy=(29,627,136,639)
price-item: Tweed Trousers ... xyxy=(4,845,53,853)
price-value: 39s 6d xyxy=(143,805,161,813)
price-value: 35s 0d xyxy=(143,821,161,829)
news-item-heading: Something to be Proud of. xyxy=(662,249,738,257)
